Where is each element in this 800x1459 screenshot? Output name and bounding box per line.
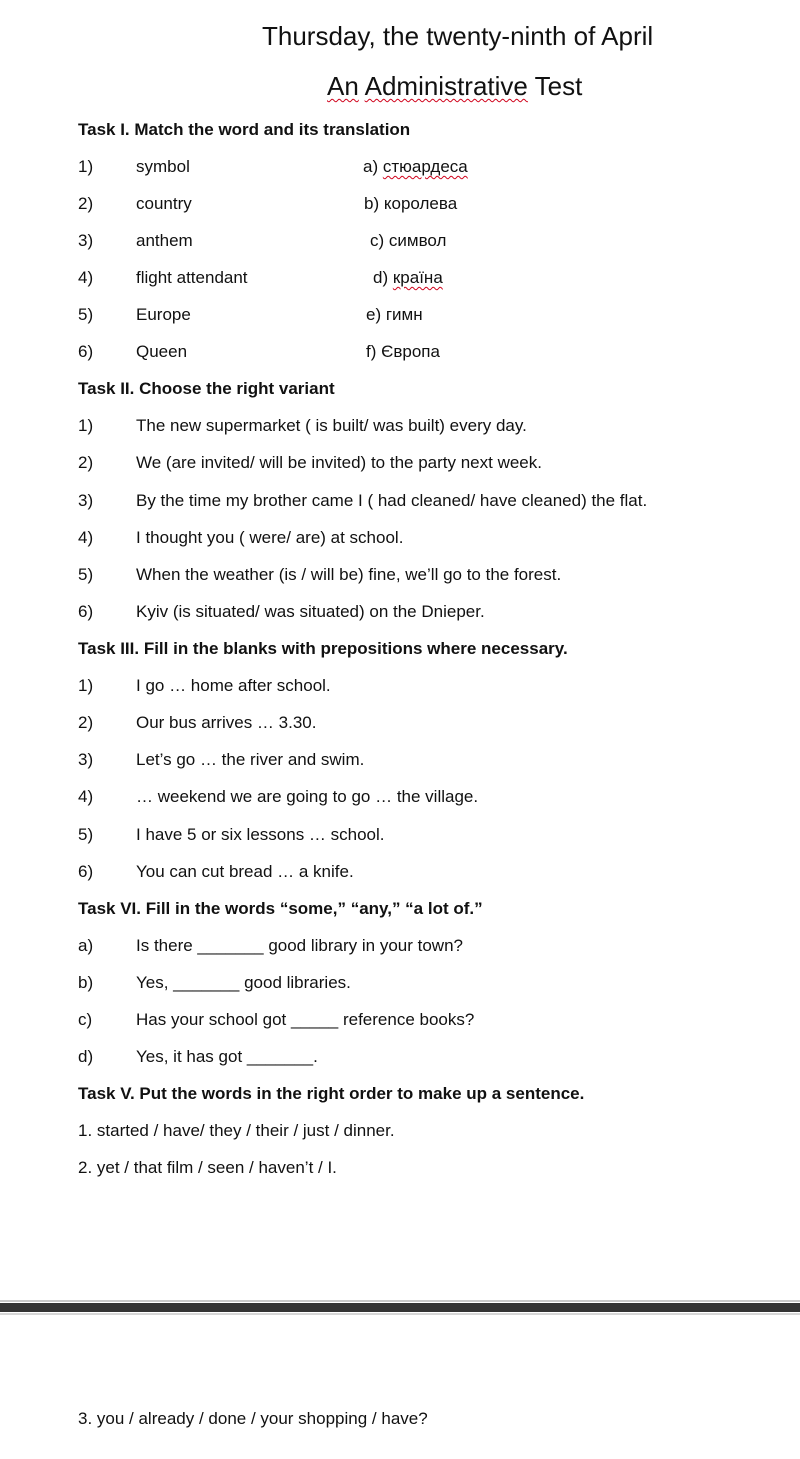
task4-item-letter: a): [78, 936, 94, 955]
task1-word: Europe: [136, 305, 191, 324]
task2-item-number: 2): [78, 453, 94, 472]
task3-item-number: 5): [78, 825, 94, 844]
translation-letter: f): [366, 342, 377, 361]
page-break-divider: [0, 1300, 800, 1316]
task1-word: country: [136, 194, 192, 213]
title-word-administrative: Administrative: [364, 71, 528, 101]
task5-item: 1. started / have/ they / their / just / dinner.: [78, 1121, 395, 1140]
task3-item-number: 4): [78, 787, 94, 806]
task3-item-text: … weekend we are going to go … the village.: [136, 787, 479, 806]
divider-bar: [0, 1303, 800, 1312]
task4-heading: Task VI. Fill in the words “some,” “any,” “a lot of.”: [78, 899, 483, 918]
task2-item-number: 3): [78, 491, 94, 510]
task4-item-letter: b): [78, 973, 94, 992]
task5-item: 3. you / already / done / your shopping / have?: [78, 1409, 428, 1428]
task1-translation: [363, 156, 468, 178]
translation-letter: e): [366, 305, 382, 324]
task3-item-number: 1): [78, 676, 94, 695]
translation-text: гимн: [385, 305, 423, 324]
task1-word-number: 2): [78, 194, 94, 213]
task4-item-text: Has your school got _____ reference books?: [136, 1010, 475, 1029]
task1-heading: Task I. Match the word and its translation: [78, 120, 411, 139]
task4-item-text: Is there _______ good library in your town?: [136, 936, 463, 955]
task3-item-number: 3): [78, 750, 94, 769]
task2-heading: Task II. Choose the right variant: [78, 379, 335, 398]
task3-item-number: 2): [78, 713, 94, 732]
task1-word: Queen: [136, 342, 188, 361]
task1-word: anthem: [136, 231, 193, 250]
translation-letter: b): [364, 194, 380, 213]
task2-item-text: Kyiv (is situated/ was situated) on the Dnieper.: [136, 602, 485, 621]
task1-word: symbol: [136, 157, 190, 176]
task1-translation: [370, 230, 446, 252]
task2-item-number: 4): [78, 528, 94, 547]
task1-translation: [366, 341, 440, 363]
translation-letter: d): [373, 268, 389, 287]
task4-item-letter: c): [78, 1010, 93, 1029]
translation-text: Європа: [381, 342, 440, 361]
translation-text: стюардеса: [382, 157, 468, 176]
task3-item-text: You can cut bread … a knife.: [136, 862, 354, 881]
divider-bottom-line: [0, 1313, 800, 1315]
task4-item-letter: d): [78, 1047, 94, 1066]
task2-item-text: We (are invited/ will be invited) to the party next week.: [136, 453, 542, 472]
task1-word-number: 4): [78, 268, 94, 287]
task3-item-text: I go … home after school.: [136, 676, 331, 695]
translation-text: королева: [383, 194, 458, 213]
test-title: [327, 70, 582, 102]
task5-item: 2. yet / that film / seen / haven’t / I.: [78, 1158, 337, 1177]
task2-item-number: 1): [78, 416, 94, 435]
task1-word-number: 1): [78, 157, 94, 176]
task3-heading: Task III. Fill in the blanks with prepositions where necessary.: [78, 639, 568, 658]
task3-item-text: Our bus arrives … 3.30.: [136, 713, 317, 732]
task2-item-number: 5): [78, 565, 94, 584]
task3-item-number: 6): [78, 862, 94, 881]
task1-word-number: 6): [78, 342, 94, 361]
task3-item-text: I have 5 or six lessons … school.: [136, 825, 385, 844]
task4-item-text: Yes, it has got _______.: [136, 1047, 318, 1066]
task2-item-number: 6): [78, 602, 94, 621]
task1-word-number: 3): [78, 231, 94, 250]
date-heading: Thursday, the twenty-ninth of April: [262, 21, 654, 51]
translation-text: символ: [388, 231, 447, 250]
task2-item-text: The new supermarket ( is built/ was built) every day.: [136, 416, 527, 435]
task1-translation: [366, 304, 423, 326]
task2-item-text: By the time my brother came I ( had cleaned/ have cleaned) the flat.: [136, 491, 648, 510]
task3-item-text: Let’s go … the river and swim.: [136, 750, 365, 769]
divider-top-line: [0, 1300, 800, 1302]
task2-item-text: I thought you ( were/ are) at school.: [136, 528, 404, 547]
task1-translation: [364, 193, 457, 215]
task2-item-text: When the weather (is / will be) fine, we’ll go to the forest.: [136, 565, 562, 584]
task5-heading: Task V. Put the words in the right order to make up a sentence.: [78, 1084, 585, 1103]
translation-letter: a): [363, 157, 379, 176]
translation-letter: c): [370, 231, 385, 250]
task1-word-number: 5): [78, 305, 94, 324]
task1-word: flight attendant: [136, 268, 248, 287]
translation-text: країна: [392, 268, 443, 287]
title-word-test: Test: [534, 71, 583, 101]
task1-translation: [373, 267, 443, 289]
title-word-an: An: [327, 71, 359, 101]
task4-item-text: Yes, _______ good libraries.: [136, 973, 351, 992]
